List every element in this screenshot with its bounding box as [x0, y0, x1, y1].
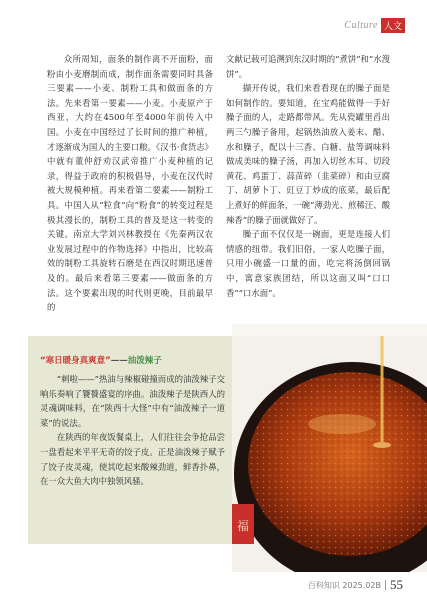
paragraph: 撷开传说，我们来看看现在的臊子面是如何制作的。要知道，在宝鸡能做得一手好臊子面的人，走路都带风。先从瓷罐里舀出两三勺臊子备用，起锅热油放入姜末、醋、水和臊子，配以十三香、白糖、盐等调味料做成美味的臊子汤，再加入切丝木耳、切段黄花、鸡蛋丁、蒜苗碎（韭菜碎）和由豆腐丁、胡萝卜丁、豇豆丁炒成的底菜，最后配上煮好的鲜面条，一碗“薄劲光、煎稀汪、酸辣香”的臊子面就做好了。 — [226, 83, 390, 225]
paragraph: 臊子面不仅仅是一碗面，更是连接人们情感的纽带。我们旧俗，一家人吃臊子面，只用小碗盛一口量的面，吃完将汤倒回锅中，寓意家族团结，所以这面又叫“口口香”“口水面”。 — [226, 229, 390, 298]
chili-oil-illustration — [232, 324, 427, 572]
sidebar-title-dash: —— — [110, 356, 128, 366]
page-number: 55 — [390, 577, 403, 592]
article-column-left — [47, 52, 213, 315]
page-footer — [308, 577, 403, 593]
section-label-cn: 人文 — [381, 18, 405, 33]
paragraph: “刺啦——”热油与辣椒碰撞而成的油泼辣子交响乐奏响了饕餮盛宴的序曲。油泼辣子是陕西人的灵魂调味料，在“陕西十大怪”中有“油泼辣子一道菜”的说法。 — [40, 374, 225, 428]
svg-text:福: 福 — [236, 519, 250, 533]
sidebar-title-quote: “寒日暖身真爽意” — [40, 356, 111, 366]
magazine-issue: 百科知识 2025.02B — [307, 580, 381, 590]
paragraph: 众所周知，面条的制作离不开面粉，面粉由小麦磨制而成，制作面条需要同时具备三要素——小麦、制粉工具和做面条的方法。先来看第一要素——小麦。小麦原产于西亚，大约在4500年至4000年前传入中国。小麦在中国经过了长时间的推广种植，才逐渐成为国人的主要口粮。《汉书·食货志》中就有董仲舒劝汉武帝推广小麦种植的记录，得益于政府的积极倡导，小麦在汉代时被大规模种植。再来看第二要素——制粉工具。中国人从“粒食”向“粉食”的转变过程是极其漫长的，制粉工具的普及是这一转变的关键。南京大学刘兴林教授在《先秦两汉农业发展过程中的作物选择》中指出，比较高效的制粉工具旋转石磨是在西汉时期迅速普及的。最后来看第三要素——做面条的方法。这个要素出现的时代则更晚，目前最早的 — [47, 54, 213, 313]
sidebar-title — [40, 354, 162, 366]
article-column-right — [226, 52, 390, 300]
sidebar-body — [40, 372, 225, 489]
sidebar-title-name: 油泼辣子 — [127, 356, 162, 366]
section-label-en: Culture — [344, 20, 378, 31]
section-header — [344, 18, 405, 33]
sidebar-box-chili-oil — [28, 336, 234, 544]
paragraph: 在陕西的年夜饭餐桌上，人们往往会争抢品尝一盘看起来平平无奇的饺子皮。正是油泼辣子赋予了饺子皮灵魂，使其吃起来酸辣劲道，鲜香扑鼻，在一众大鱼大肉中独领风骚。 — [40, 432, 225, 487]
paragraph: 文献记载可追溯到东汉时期的“煮饼”和“水溲饼”。 — [226, 54, 390, 79]
chili-oil-bowl-photo — [232, 324, 427, 572]
footer-divider — [385, 580, 386, 590]
